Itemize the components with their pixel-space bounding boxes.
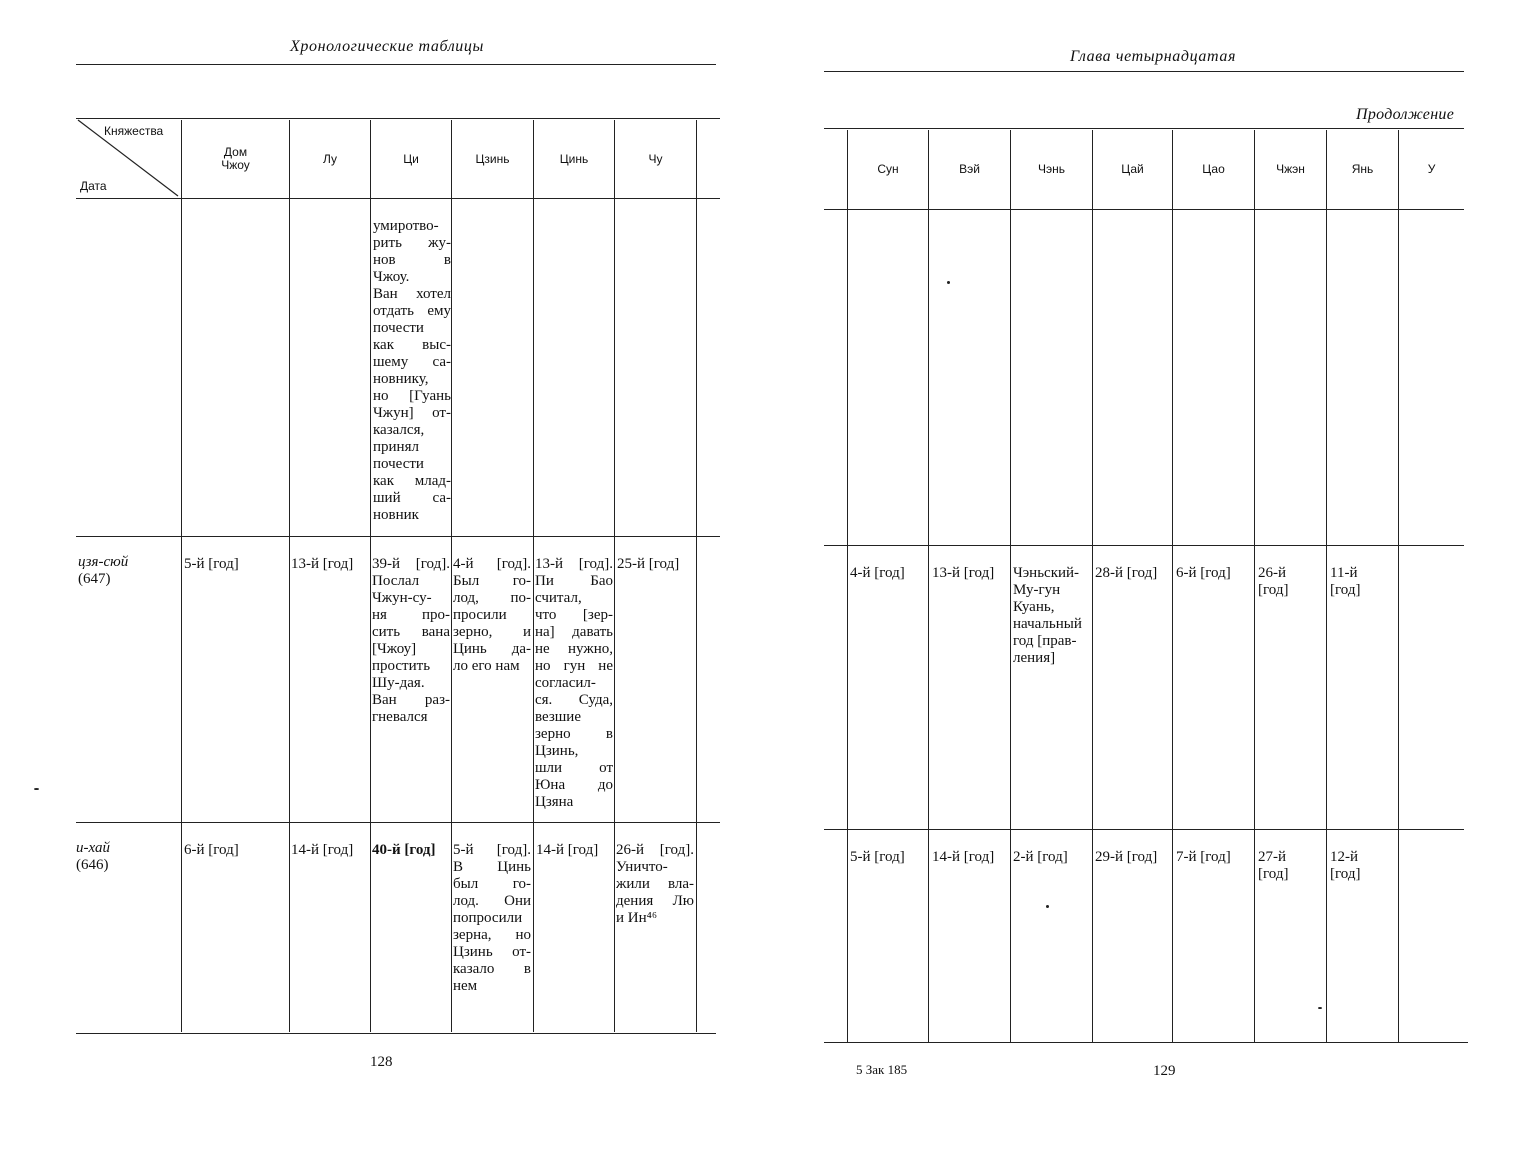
cell-line: казался, <box>373 422 425 438</box>
cell-ci-646: 40-й [год] <box>372 842 436 858</box>
header-cai: Цай <box>1121 162 1144 176</box>
cell-line: Чжун] от- <box>373 405 451 421</box>
cell-line: [Чжоу] <box>372 641 417 657</box>
cell-line: [год] <box>1330 582 1361 598</box>
table-bottom-rule <box>76 1033 716 1034</box>
cell-line: [год] <box>1330 866 1361 882</box>
cell-line: Уничто- <box>616 859 668 875</box>
cell-zhou-647: 5-й [год] <box>184 556 239 572</box>
col-line <box>696 120 697 1032</box>
cell-line: Был го- <box>453 573 531 589</box>
cell-line: новник <box>373 507 419 523</box>
cell-line: Юна до <box>535 777 613 793</box>
cell-line: 26-й <box>1258 565 1287 581</box>
left-page <box>0 0 760 1158</box>
cell-line: попросили <box>453 910 523 926</box>
cell-line: дения Лю <box>616 893 694 909</box>
cell-line: согласил- <box>535 675 596 691</box>
cell-zheng-646 <box>1258 849 1288 883</box>
col-line <box>181 120 182 1032</box>
cell-cao-646: 7-й [год] <box>1176 849 1231 865</box>
header-wu: У <box>1427 162 1436 176</box>
corner-label-states: Княжества <box>104 124 164 138</box>
cell-wei-646: 14-й [год] <box>932 849 995 865</box>
cell-line: что [зер- <box>535 607 613 623</box>
cell-chen-647 <box>1013 565 1091 667</box>
speck <box>947 281 950 284</box>
col-line <box>451 120 452 1032</box>
cell-line: шли от <box>535 760 613 776</box>
cell-line: Чэньский- <box>1013 565 1080 581</box>
cell-jin-647 <box>453 556 531 675</box>
cell-line: рить жу- <box>373 235 451 251</box>
cell-line: Ван раз- <box>372 692 450 708</box>
col-line <box>1010 130 1011 1042</box>
row-rule <box>76 822 720 823</box>
cell-line: сить вана <box>372 624 450 640</box>
cell-line: гневался <box>372 709 428 725</box>
cell-cao-647: 6-й [год] <box>1176 565 1231 581</box>
cell-line: Ван хотел <box>373 286 451 302</box>
cell-line: 12-й <box>1330 849 1359 865</box>
cell-line: [год] <box>1258 582 1289 598</box>
cell-line: ся. Суда, <box>535 692 613 708</box>
page-number: 128 <box>370 1054 393 1070</box>
cell-line: начальный <box>1013 616 1082 632</box>
cell-wei-647: 13-й [год] <box>932 565 995 581</box>
cell-line: ления] <box>1013 650 1056 666</box>
header-qin: Цинь <box>559 151 589 166</box>
cell-line: 39-й [год]. <box>372 556 450 572</box>
cell-line: был го- <box>453 876 531 892</box>
cell-line: Цинь да- <box>453 641 531 657</box>
cell-yan-646 <box>1330 849 1360 883</box>
cell-line: 26-й [год]. <box>616 842 694 858</box>
continuation-label: Продолжение <box>1356 106 1455 123</box>
cell-zhou-646: 6-й [год] <box>184 842 239 858</box>
head-rule <box>76 64 716 65</box>
cell-line: но гун не <box>535 658 613 674</box>
table-bottom-rule <box>824 1042 1468 1043</box>
header-cao: Цао <box>1202 162 1225 176</box>
cell-line: жили вла- <box>616 876 694 892</box>
cell-line: ший са- <box>373 490 451 506</box>
cell-line: лод. Они <box>453 893 531 909</box>
cell-ci-647 <box>372 556 450 726</box>
header-jin: Цзинь <box>475 151 510 166</box>
cell-ci-continuation <box>373 218 451 524</box>
corner-label-date: Дата <box>80 179 107 193</box>
cell-line: год [прав- <box>1013 633 1077 649</box>
cell-line: но [Гуань <box>373 388 451 404</box>
cell-line: В Цинь <box>453 859 531 875</box>
cell-line: принял <box>373 439 419 455</box>
cell-line: как выс- <box>373 337 451 353</box>
col-line <box>1326 130 1327 1042</box>
cell-line: просили <box>453 607 507 623</box>
cell-line: не нужно, <box>535 641 613 657</box>
cell-line: 5-й [год]. <box>453 842 531 858</box>
cell-line: Послал <box>372 573 420 589</box>
cell-line: 4-й [год]. <box>453 556 531 572</box>
cell-yan-647 <box>1330 565 1360 599</box>
cell-lu-647: 13-й [год] <box>291 556 354 572</box>
col-line <box>370 120 371 1032</box>
cell-line: шему са- <box>373 354 451 370</box>
cell-line: Му-гун <box>1013 582 1061 598</box>
cell-chu-647: 25-й [год] <box>617 556 680 572</box>
cell-line: отдать ему <box>373 303 451 319</box>
cell-line: Чжун-су- <box>372 590 432 606</box>
header-chu: Чу <box>648 151 663 166</box>
cell-line: Пи Бао <box>535 573 613 589</box>
date-646: и-хай (646) <box>76 840 110 873</box>
speck <box>1318 1007 1322 1009</box>
cell-line: почести <box>373 456 424 472</box>
cell-line: 27-й <box>1258 849 1287 865</box>
cell-line: Чжоу. <box>373 269 410 285</box>
header-bottom-rule <box>824 209 1464 210</box>
cell-line: на] давать <box>535 624 613 640</box>
cell-chu-646 <box>616 842 694 927</box>
cell-line: Цзяна <box>535 794 574 810</box>
running-head: Глава четырнадцатая <box>1070 48 1236 65</box>
col-line <box>847 130 848 1042</box>
cell-line: ня про- <box>372 607 450 623</box>
speck <box>34 788 39 790</box>
table-top-rule <box>824 128 1464 129</box>
col-line <box>533 120 534 1032</box>
cell-line: зерно в <box>535 726 613 742</box>
header-zheng: Чжэн <box>1276 162 1305 176</box>
cell-line: и Ин⁴⁶ <box>616 910 658 926</box>
cell-qin-646: 14-й [год] <box>536 842 599 858</box>
cell-line: казало в <box>453 961 531 977</box>
header-sun: Сун <box>877 162 899 176</box>
col-line <box>614 120 615 1032</box>
cell-line: Шу-дая. <box>372 675 425 691</box>
cell-line: нов в <box>373 252 451 268</box>
right-page <box>760 0 1526 1158</box>
speck <box>1046 905 1049 908</box>
header-zhou: Дом Чжоу <box>221 145 250 172</box>
cell-cai-646: 29-й [год] <box>1095 849 1158 865</box>
head-rule <box>824 71 1464 72</box>
page-number: 129 <box>1153 1063 1176 1079</box>
header-ci: Ци <box>403 151 419 166</box>
cell-line: считал, <box>535 590 582 606</box>
cell-sun-646: 5-й [год] <box>850 849 905 865</box>
cell-line: везшие <box>535 709 581 725</box>
cell-line: Цзинь, <box>535 743 579 759</box>
cell-line: новнику, <box>373 371 429 387</box>
running-head: Хронологические таблицы <box>290 38 484 55</box>
col-line <box>1172 130 1173 1042</box>
row-rule <box>824 545 1464 546</box>
col-line <box>1398 130 1399 1042</box>
cell-line: ло его нам <box>453 658 520 674</box>
cell-line: как млад- <box>373 473 451 489</box>
col-line <box>928 130 929 1042</box>
header-chen: Чэнь <box>1038 162 1065 176</box>
cell-chen-646: 2-й [год] <box>1013 849 1068 865</box>
cell-line: зерна, но <box>453 927 531 943</box>
cell-line: нем <box>453 978 478 994</box>
cell-sun-647: 4-й [год] <box>850 565 905 581</box>
cell-line: умиротво- <box>373 218 439 234</box>
printer-mark: 5 Зак 185 <box>856 1062 908 1077</box>
cell-jin-646 <box>453 842 531 995</box>
cell-zheng-647 <box>1258 565 1288 599</box>
col-line <box>1254 130 1255 1042</box>
row-rule <box>824 829 1464 830</box>
header-lu: Лу <box>322 151 337 166</box>
cell-line: [год] <box>1258 866 1289 882</box>
cell-cai-647: 28-й [год] <box>1095 565 1158 581</box>
cell-line: Цзинь от- <box>453 944 531 960</box>
cell-line: 13-й [год]. <box>535 556 613 572</box>
cell-line: лод, по- <box>453 590 531 606</box>
date-647: цзя-сюй (647) <box>78 554 129 587</box>
cell-line: Куань, <box>1013 599 1055 615</box>
cell-line: почести <box>373 320 424 336</box>
cell-line: зерно, и <box>453 624 531 640</box>
header-wei: Вэй <box>959 162 980 176</box>
col-line <box>1092 130 1093 1042</box>
header-yan: Янь <box>1351 162 1374 176</box>
cell-line: 11-й <box>1330 565 1358 581</box>
col-line <box>289 120 290 1032</box>
header-bottom-rule <box>76 198 720 199</box>
cell-lu-646: 14-й [год] <box>291 842 354 858</box>
cell-qin-647 <box>535 556 613 811</box>
cell-line: простить <box>372 658 431 674</box>
row-rule <box>76 536 720 537</box>
